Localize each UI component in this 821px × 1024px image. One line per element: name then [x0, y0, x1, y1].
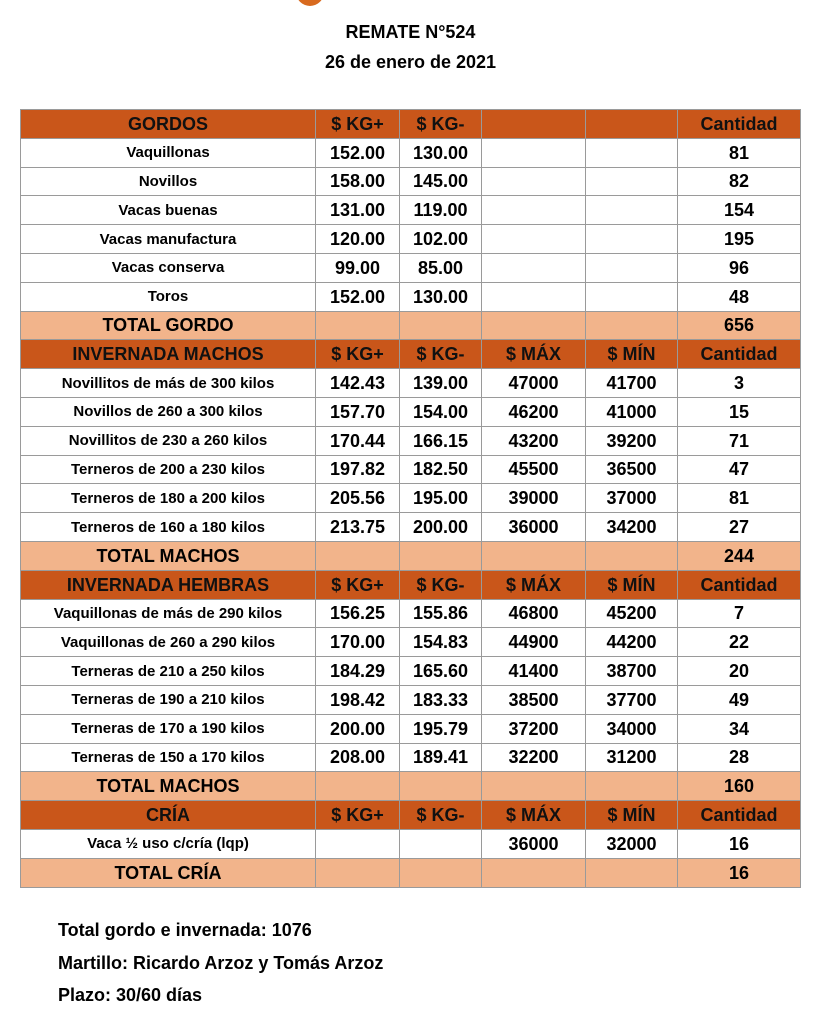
- total-quantity: 16: [678, 858, 801, 887]
- cell-qty: 20: [678, 657, 801, 686]
- section-title: INVERNADA MACHOS: [21, 340, 316, 369]
- total-empty-cell: [316, 541, 400, 570]
- column-header: $ MÍN: [586, 801, 678, 830]
- column-header: Cantidad: [678, 110, 801, 139]
- cell-min: [586, 167, 678, 196]
- table-row: [21, 397, 801, 426]
- table-row: [21, 369, 801, 398]
- cell-max: 36000: [482, 829, 586, 858]
- cell-min: 34000: [586, 714, 678, 743]
- cell-max: [482, 167, 586, 196]
- cell-qty: 22: [678, 628, 801, 657]
- cell-kg-minus: 130.00: [400, 282, 482, 311]
- cell-min: 34200: [586, 513, 678, 542]
- cell-qty: 15: [678, 397, 801, 426]
- table-row: [21, 829, 801, 858]
- cell-qty: 34: [678, 714, 801, 743]
- section-header-row: [21, 110, 801, 139]
- cell-kg-minus: 155.86: [400, 599, 482, 628]
- cell-kg-minus: 200.00: [400, 513, 482, 542]
- cell-qty: 7: [678, 599, 801, 628]
- footer-martillo: Martillo: Ricardo Arzoz y Tomás Arzoz: [58, 953, 384, 973]
- cell-min: 45200: [586, 599, 678, 628]
- cell-kg-minus: 102.00: [400, 225, 482, 254]
- cell-qty: 28: [678, 743, 801, 772]
- total-empty-cell: [586, 311, 678, 340]
- row-label: Toros: [21, 282, 316, 311]
- row-label: Terneras de 210 a 250 kilos: [21, 657, 316, 686]
- cell-min: 44200: [586, 628, 678, 657]
- row-label: Vacas buenas: [21, 196, 316, 225]
- cell-max: 38500: [482, 685, 586, 714]
- column-header: $ KG+: [316, 801, 400, 830]
- cell-qty: 71: [678, 426, 801, 455]
- total-empty-cell: [316, 311, 400, 340]
- cell-max: [482, 253, 586, 282]
- cell-max: [482, 282, 586, 311]
- cell-max: 46800: [482, 599, 586, 628]
- cell-min: [586, 196, 678, 225]
- cell-kg-plus: 205.56: [316, 484, 400, 513]
- cell-kg-plus: 142.43: [316, 369, 400, 398]
- cell-max: 46200: [482, 397, 586, 426]
- table-row: [21, 599, 801, 628]
- cell-kg-minus: 183.33: [400, 685, 482, 714]
- column-header: $ KG+: [316, 340, 400, 369]
- row-label: Vaquillonas de más de 290 kilos: [21, 599, 316, 628]
- cell-kg-minus: 165.60: [400, 657, 482, 686]
- total-empty-cell: [400, 858, 482, 887]
- logo: [296, 0, 324, 6]
- cell-kg-plus: 170.44: [316, 426, 400, 455]
- total-empty-cell: [400, 311, 482, 340]
- cell-kg-plus: 213.75: [316, 513, 400, 542]
- cell-kg-minus: 166.15: [400, 426, 482, 455]
- cell-kg-plus: 152.00: [316, 138, 400, 167]
- column-header: $ MÁX: [482, 801, 586, 830]
- cell-min: [586, 138, 678, 167]
- cell-kg-plus: 198.42: [316, 685, 400, 714]
- row-label: Vaquillonas de 260 a 290 kilos: [21, 628, 316, 657]
- cell-qty: 47: [678, 455, 801, 484]
- cell-kg-minus: 119.00: [400, 196, 482, 225]
- cell-qty: 48: [678, 282, 801, 311]
- cell-min: 39200: [586, 426, 678, 455]
- total-empty-cell: [482, 541, 586, 570]
- cell-qty: 81: [678, 484, 801, 513]
- row-label: Terneros de 160 a 180 kilos: [21, 513, 316, 542]
- row-label: Terneros de 200 a 230 kilos: [21, 455, 316, 484]
- cell-qty: 49: [678, 685, 801, 714]
- cell-kg-plus: 200.00: [316, 714, 400, 743]
- table-body: [21, 110, 801, 888]
- cell-kg-plus: 120.00: [316, 225, 400, 254]
- total-label: TOTAL MACHOS: [21, 541, 316, 570]
- column-header: Cantidad: [678, 570, 801, 599]
- cell-min: [586, 225, 678, 254]
- total-row: [21, 311, 801, 340]
- cell-min: 41000: [586, 397, 678, 426]
- table-row: [21, 455, 801, 484]
- column-header: $ MÍN: [586, 570, 678, 599]
- cell-kg-plus: 156.25: [316, 599, 400, 628]
- table-row: [21, 657, 801, 686]
- column-header: $ MÁX: [482, 570, 586, 599]
- cell-kg-minus: 85.00: [400, 253, 482, 282]
- cell-kg-minus: 195.00: [400, 484, 482, 513]
- section-header-row: [21, 801, 801, 830]
- cell-kg-plus: 158.00: [316, 167, 400, 196]
- section-title: GORDOS: [21, 110, 316, 139]
- cell-kg-minus: 195.79: [400, 714, 482, 743]
- table-row: [21, 282, 801, 311]
- cell-min: 36500: [586, 455, 678, 484]
- table-row: [21, 253, 801, 282]
- column-header: $ KG-: [400, 801, 482, 830]
- cell-kg-minus: 130.00: [400, 138, 482, 167]
- section-header-row: [21, 570, 801, 599]
- row-label: Terneros de 180 a 200 kilos: [21, 484, 316, 513]
- total-empty-cell: [400, 541, 482, 570]
- column-header: $ MÁX: [482, 340, 586, 369]
- cell-kg-minus: 145.00: [400, 167, 482, 196]
- total-empty-cell: [482, 858, 586, 887]
- column-header: [482, 110, 586, 139]
- total-empty-cell: [316, 858, 400, 887]
- column-header: $ KG-: [400, 110, 482, 139]
- cell-max: 37200: [482, 714, 586, 743]
- cell-max: 39000: [482, 484, 586, 513]
- total-empty-cell: [586, 541, 678, 570]
- cell-max: [482, 138, 586, 167]
- row-label: Novillos de 260 a 300 kilos: [21, 397, 316, 426]
- total-empty-cell: [482, 311, 586, 340]
- total-row: [21, 858, 801, 887]
- cell-qty: 82: [678, 167, 801, 196]
- cell-qty: 96: [678, 253, 801, 282]
- cell-kg-plus: 152.00: [316, 282, 400, 311]
- row-label: Novillitos de 230 a 260 kilos: [21, 426, 316, 455]
- total-empty-cell: [316, 772, 400, 801]
- cell-max: 41400: [482, 657, 586, 686]
- column-header: $ KG-: [400, 340, 482, 369]
- cell-max: 44900: [482, 628, 586, 657]
- column-header: $ KG-: [400, 570, 482, 599]
- section-title: INVERNADA HEMBRAS: [21, 570, 316, 599]
- cell-min: 37700: [586, 685, 678, 714]
- column-header: $ MÍN: [586, 340, 678, 369]
- table-row: [21, 138, 801, 167]
- table-row: [21, 685, 801, 714]
- cell-qty: 81: [678, 138, 801, 167]
- row-label: Terneras de 190 a 210 kilos: [21, 685, 316, 714]
- cell-kg-plus: 99.00: [316, 253, 400, 282]
- cell-max: 36000: [482, 513, 586, 542]
- total-row: [21, 772, 801, 801]
- cell-kg-plus: [316, 829, 400, 858]
- row-label: Vaquillonas: [21, 138, 316, 167]
- auction-results-table: [20, 109, 801, 888]
- section-title: CRÍA: [21, 801, 316, 830]
- table-row: [21, 196, 801, 225]
- cell-kg-plus: 131.00: [316, 196, 400, 225]
- cell-max: 43200: [482, 426, 586, 455]
- cell-min: 41700: [586, 369, 678, 398]
- table-row: [21, 628, 801, 657]
- footer-total: Total gordo e invernada: 1076: [58, 920, 312, 940]
- total-label: TOTAL MACHOS: [21, 772, 316, 801]
- total-row: [21, 541, 801, 570]
- cell-min: [586, 253, 678, 282]
- column-header: $ KG+: [316, 570, 400, 599]
- cell-min: 38700: [586, 657, 678, 686]
- column-header: [586, 110, 678, 139]
- cell-kg-minus: 154.83: [400, 628, 482, 657]
- total-label: TOTAL GORDO: [21, 311, 316, 340]
- page-title: REMATE N°524: [345, 22, 476, 42]
- table-row: [21, 167, 801, 196]
- cell-qty: 16: [678, 829, 801, 858]
- cell-kg-plus: 157.70: [316, 397, 400, 426]
- cell-kg-plus: 208.00: [316, 743, 400, 772]
- total-empty-cell: [482, 772, 586, 801]
- cell-qty: 27: [678, 513, 801, 542]
- row-label: Vaca ½ uso c/cría (lqp): [21, 829, 316, 858]
- column-header: Cantidad: [678, 801, 801, 830]
- cell-min: 37000: [586, 484, 678, 513]
- cell-kg-minus: 182.50: [400, 455, 482, 484]
- section-header-row: [21, 340, 801, 369]
- cell-max: 45500: [482, 455, 586, 484]
- total-quantity: 244: [678, 541, 801, 570]
- total-empty-cell: [400, 772, 482, 801]
- cell-max: [482, 196, 586, 225]
- cell-kg-minus: 154.00: [400, 397, 482, 426]
- total-label: TOTAL CRÍA: [21, 858, 316, 887]
- cell-min: 32000: [586, 829, 678, 858]
- table-row: [21, 484, 801, 513]
- table-row: [21, 426, 801, 455]
- total-quantity: 656: [678, 311, 801, 340]
- table-row: [21, 225, 801, 254]
- row-label: Terneras de 150 a 170 kilos: [21, 743, 316, 772]
- cell-qty: 195: [678, 225, 801, 254]
- cell-max: [482, 225, 586, 254]
- cell-max: 47000: [482, 369, 586, 398]
- table-row: [21, 513, 801, 542]
- total-quantity: 160: [678, 772, 801, 801]
- table-row: [21, 743, 801, 772]
- cell-qty: 3: [678, 369, 801, 398]
- row-label: Vacas manufactura: [21, 225, 316, 254]
- cell-min: [586, 282, 678, 311]
- footer-plazo: Plazo: 30/60 días: [58, 985, 203, 1005]
- total-empty-cell: [586, 772, 678, 801]
- auction-date: 26 de enero de 2021: [324, 52, 497, 72]
- cell-min: 31200: [586, 743, 678, 772]
- cell-kg-minus: 139.00: [400, 369, 482, 398]
- cell-kg-minus: [400, 829, 482, 858]
- cell-kg-plus: 170.00: [316, 628, 400, 657]
- total-empty-cell: [586, 858, 678, 887]
- cell-kg-minus: 189.41: [400, 743, 482, 772]
- cell-qty: 154: [678, 196, 801, 225]
- table-row: [21, 714, 801, 743]
- column-header: Cantidad: [678, 340, 801, 369]
- row-label: Vacas conserva: [21, 253, 316, 282]
- row-label: Terneras de 170 a 190 kilos: [21, 714, 316, 743]
- column-header: $ KG+: [316, 110, 400, 139]
- cell-max: 32200: [482, 743, 586, 772]
- cell-kg-plus: 197.82: [316, 455, 400, 484]
- cell-kg-plus: 184.29: [316, 657, 400, 686]
- row-label: Novillitos de más de 300 kilos: [21, 369, 316, 398]
- row-label: Novillos: [21, 167, 316, 196]
